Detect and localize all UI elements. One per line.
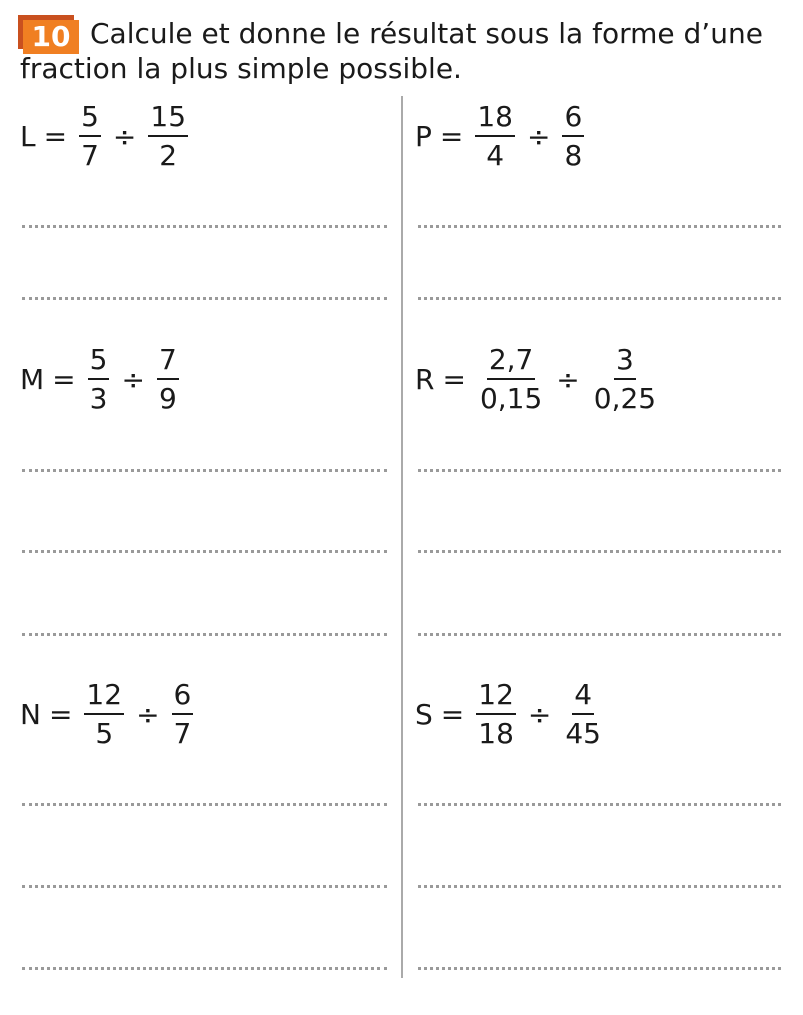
equals-sign: = — [48, 698, 73, 731]
answer-line[interactable] — [22, 550, 387, 553]
numerator: 6 — [562, 102, 584, 137]
denominator: 3 — [89, 382, 108, 415]
numerator: 2,7 — [487, 345, 536, 380]
answer-line[interactable] — [418, 967, 781, 970]
numerator: 12 — [476, 680, 516, 715]
equals-sign: = — [442, 363, 466, 396]
exercise-number: 10 — [23, 20, 79, 54]
answer-line[interactable] — [418, 550, 781, 553]
answer-line[interactable] — [22, 469, 387, 472]
divide-sign: ÷ — [112, 120, 137, 153]
denominator: 2 — [159, 139, 178, 172]
instruction-text: Calcule et donne le résultat sous la forme d’une fraction la plus simple possible. — [20, 17, 763, 85]
answer-line[interactable] — [22, 633, 387, 636]
denominator: 0,25 — [593, 382, 657, 415]
fraction-a — [476, 680, 516, 749]
denominator: 7 — [81, 139, 99, 172]
numerator: 3 — [614, 345, 636, 380]
exercise-instruction — [20, 16, 790, 86]
problem-variable: N — [20, 698, 41, 731]
numerator: 7 — [157, 345, 179, 380]
denominator: 9 — [158, 382, 177, 415]
answer-line[interactable] — [418, 469, 781, 472]
answer-line[interactable] — [22, 225, 387, 228]
divide-sign: ÷ — [527, 698, 552, 731]
equals-sign: = — [439, 120, 464, 153]
answer-line[interactable] — [22, 885, 387, 888]
fraction-b — [157, 345, 179, 414]
answer-line[interactable] — [22, 803, 387, 806]
fraction-b — [562, 102, 584, 171]
problem-variable: R — [415, 363, 435, 396]
denominator: 18 — [478, 717, 514, 750]
fraction-a — [475, 102, 515, 171]
equals-sign: = — [43, 120, 68, 153]
answer-line[interactable] — [418, 225, 781, 228]
problem-P — [415, 102, 588, 171]
answer-line[interactable] — [22, 967, 387, 970]
numerator: 4 — [572, 680, 594, 715]
divide-sign: ÷ — [527, 120, 551, 153]
numerator: 5 — [88, 345, 110, 380]
answer-line[interactable] — [418, 803, 781, 806]
answer-line[interactable] — [22, 297, 387, 300]
numerator: 12 — [84, 680, 124, 715]
fraction-a — [478, 345, 544, 414]
denominator: 0,15 — [479, 382, 543, 415]
fraction-b — [172, 680, 194, 749]
answer-line[interactable] — [418, 297, 781, 300]
fraction-a — [88, 345, 110, 414]
numerator: 6 — [172, 680, 194, 715]
fraction-b — [148, 102, 188, 171]
answer-line[interactable] — [418, 885, 781, 888]
fraction-a — [84, 680, 124, 749]
denominator: 7 — [173, 717, 192, 750]
equals-sign: = — [52, 363, 76, 396]
denominator: 8 — [564, 139, 583, 172]
numerator: 15 — [148, 102, 188, 137]
equals-sign: = — [440, 698, 465, 731]
problem-variable: M — [20, 363, 45, 396]
problem-variable: P — [415, 120, 432, 153]
column-divider — [401, 96, 403, 978]
divide-sign: ÷ — [121, 363, 145, 396]
denominator: 45 — [565, 717, 601, 750]
fraction-b — [563, 680, 603, 749]
divide-sign: ÷ — [136, 698, 160, 731]
problem-N — [20, 680, 197, 749]
denominator: 4 — [486, 139, 505, 172]
problem-S — [415, 680, 607, 749]
fraction-a — [79, 102, 101, 171]
numerator: 5 — [79, 102, 101, 137]
problem-R — [415, 345, 662, 414]
divide-sign: ÷ — [556, 363, 580, 396]
problem-M — [20, 345, 183, 414]
denominator: 5 — [95, 717, 114, 750]
fraction-b — [592, 345, 658, 414]
problem-variable: L — [20, 120, 36, 153]
problem-L — [20, 102, 192, 171]
answer-line[interactable] — [418, 633, 781, 636]
numerator: 18 — [475, 102, 515, 137]
problem-variable: S — [415, 698, 433, 731]
